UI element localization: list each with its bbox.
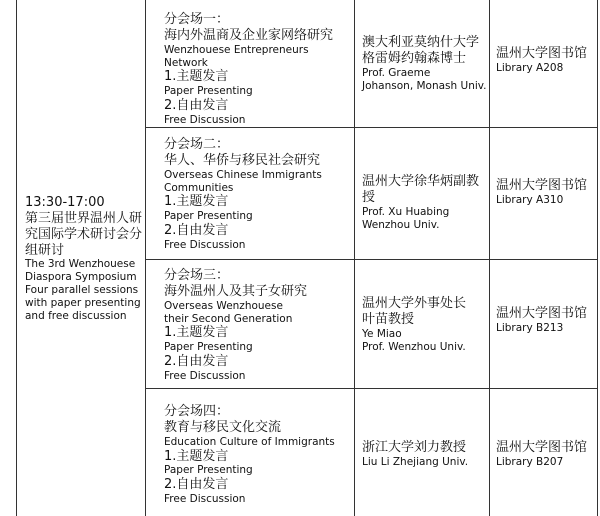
- chair-en: Wenzhou Univ.: [362, 218, 440, 231]
- session-header: 分会场四：: [164, 404, 230, 419]
- column-divider: [489, 0, 490, 516]
- session-chair: [362, 174, 488, 231]
- event-title-zh: 组研讨: [25, 242, 65, 258]
- venue-zh: 温州大学图书馆: [496, 178, 588, 193]
- venue-zh: 温州大学图书馆: [496, 306, 588, 321]
- agenda-item-en: Free Discussion: [164, 369, 246, 382]
- time-cell: [25, 195, 143, 322]
- session-header: 分会场一：: [164, 12, 230, 27]
- session-chair: [362, 296, 488, 353]
- agenda-item-zh: 1.主题发言: [164, 448, 229, 464]
- agenda-item-en: Free Discussion: [164, 113, 246, 126]
- agenda-item-zh: 1.主题发言: [164, 325, 229, 341]
- event-title-en: Four parallel sessions: [25, 284, 139, 297]
- agenda-item-zh: 2.自由发言: [164, 97, 229, 113]
- table-border-right: [597, 0, 598, 516]
- chair-zh: 格雷姆约翰森博士: [362, 50, 467, 66]
- event-title-en: with paper presenting: [25, 296, 141, 309]
- session-header: 分会场三：: [164, 268, 230, 283]
- chair-en: Prof. Wenzhou Univ.: [362, 340, 466, 353]
- event-title-en: The 3rd Wenzhouese: [25, 258, 136, 271]
- chair-zh: 温州大学外事处长: [362, 296, 467, 311]
- row-divider: [145, 259, 597, 260]
- column-divider: [354, 0, 355, 516]
- chair-en: Johanson, Monash Univ.: [362, 79, 487, 92]
- session-topic-en: Overseas Chinese Immigrants: [164, 168, 322, 181]
- session-topic-en: their Second Generation: [164, 312, 293, 325]
- agenda-item-zh: 2.自由发言: [164, 353, 229, 369]
- chair-en: Prof. Xu Huabing: [362, 205, 450, 218]
- agenda-item-en: Paper Presenting: [164, 464, 253, 477]
- agenda-item-en: Paper Presenting: [164, 341, 253, 354]
- session-topic-en: Education Culture of Immigrants: [164, 435, 335, 448]
- chair-zh: 温州大学徐华炳副教授: [362, 174, 480, 205]
- session-details: [164, 137, 352, 252]
- chair-en: Prof. Graeme: [362, 66, 431, 79]
- table-border-left: [16, 0, 17, 516]
- session-topic-en: Wenzhouese Entrepreneurs Network: [164, 43, 309, 69]
- session-venue: [496, 440, 596, 469]
- venue-zh: 温州大学图书馆: [496, 46, 588, 61]
- event-title-en: and free discussion: [25, 309, 127, 322]
- session-topic-zh: 海外温州人及其子女研究: [164, 283, 308, 299]
- venue-en: Library A310: [496, 193, 564, 206]
- row-divider: [145, 388, 597, 389]
- venue-en: Library B207: [496, 455, 564, 468]
- session-details: [164, 12, 352, 127]
- session-venue: [496, 178, 596, 207]
- venue-en: Library B213: [496, 321, 564, 334]
- session-details: [164, 404, 352, 506]
- agenda-item-zh: 2.自由发言: [164, 477, 229, 493]
- session-topic-zh: 华人、华侨与移民社会研究: [164, 152, 321, 168]
- row-divider: [145, 127, 597, 128]
- agenda-item-en: Paper Presenting: [164, 85, 253, 98]
- session-topic-en: Communities: [164, 181, 234, 194]
- venue-en: Library A208: [496, 61, 564, 74]
- session-chair: [362, 440, 488, 469]
- session-topic-zh: 海内外温商及企业家网络研究: [164, 27, 334, 43]
- session-details: [164, 268, 352, 383]
- agenda-item-en: Free Discussion: [164, 238, 246, 251]
- column-divider: [145, 0, 146, 516]
- event-title-en: Diaspora Symposium: [25, 271, 137, 284]
- session-topic-zh: 教育与移民文化交流: [164, 419, 282, 435]
- session-header: 分会场二：: [164, 137, 230, 152]
- chair-zh: 澳大利亚莫纳什大学: [362, 35, 480, 50]
- event-title-zh: 第三届世界温州人研: [25, 210, 143, 226]
- session-time: 13:30-17:00: [25, 195, 105, 210]
- agenda-item-zh: 2.自由发言: [164, 222, 229, 238]
- chair-en: Ye Miao: [362, 327, 402, 340]
- chair-zh: 叶苗教授: [362, 311, 415, 327]
- event-title-zh: 究国际学术研讨会分: [25, 226, 143, 242]
- chair-zh: 浙江大学刘力教授: [362, 440, 467, 455]
- venue-zh: 温州大学图书馆: [496, 440, 588, 455]
- session-venue: [496, 306, 596, 335]
- agenda-item-zh: 1.主题发言: [164, 69, 229, 85]
- session-chair: [362, 35, 488, 92]
- agenda-item-zh: 1.主题发言: [164, 194, 229, 210]
- agenda-item-en: Paper Presenting: [164, 210, 253, 223]
- agenda-item-en: Free Discussion: [164, 493, 246, 506]
- session-venue: [496, 46, 596, 75]
- chair-en: Liu Li Zhejiang Univ.: [362, 455, 469, 468]
- session-topic-en: Overseas Wenzhouese: [164, 299, 283, 312]
